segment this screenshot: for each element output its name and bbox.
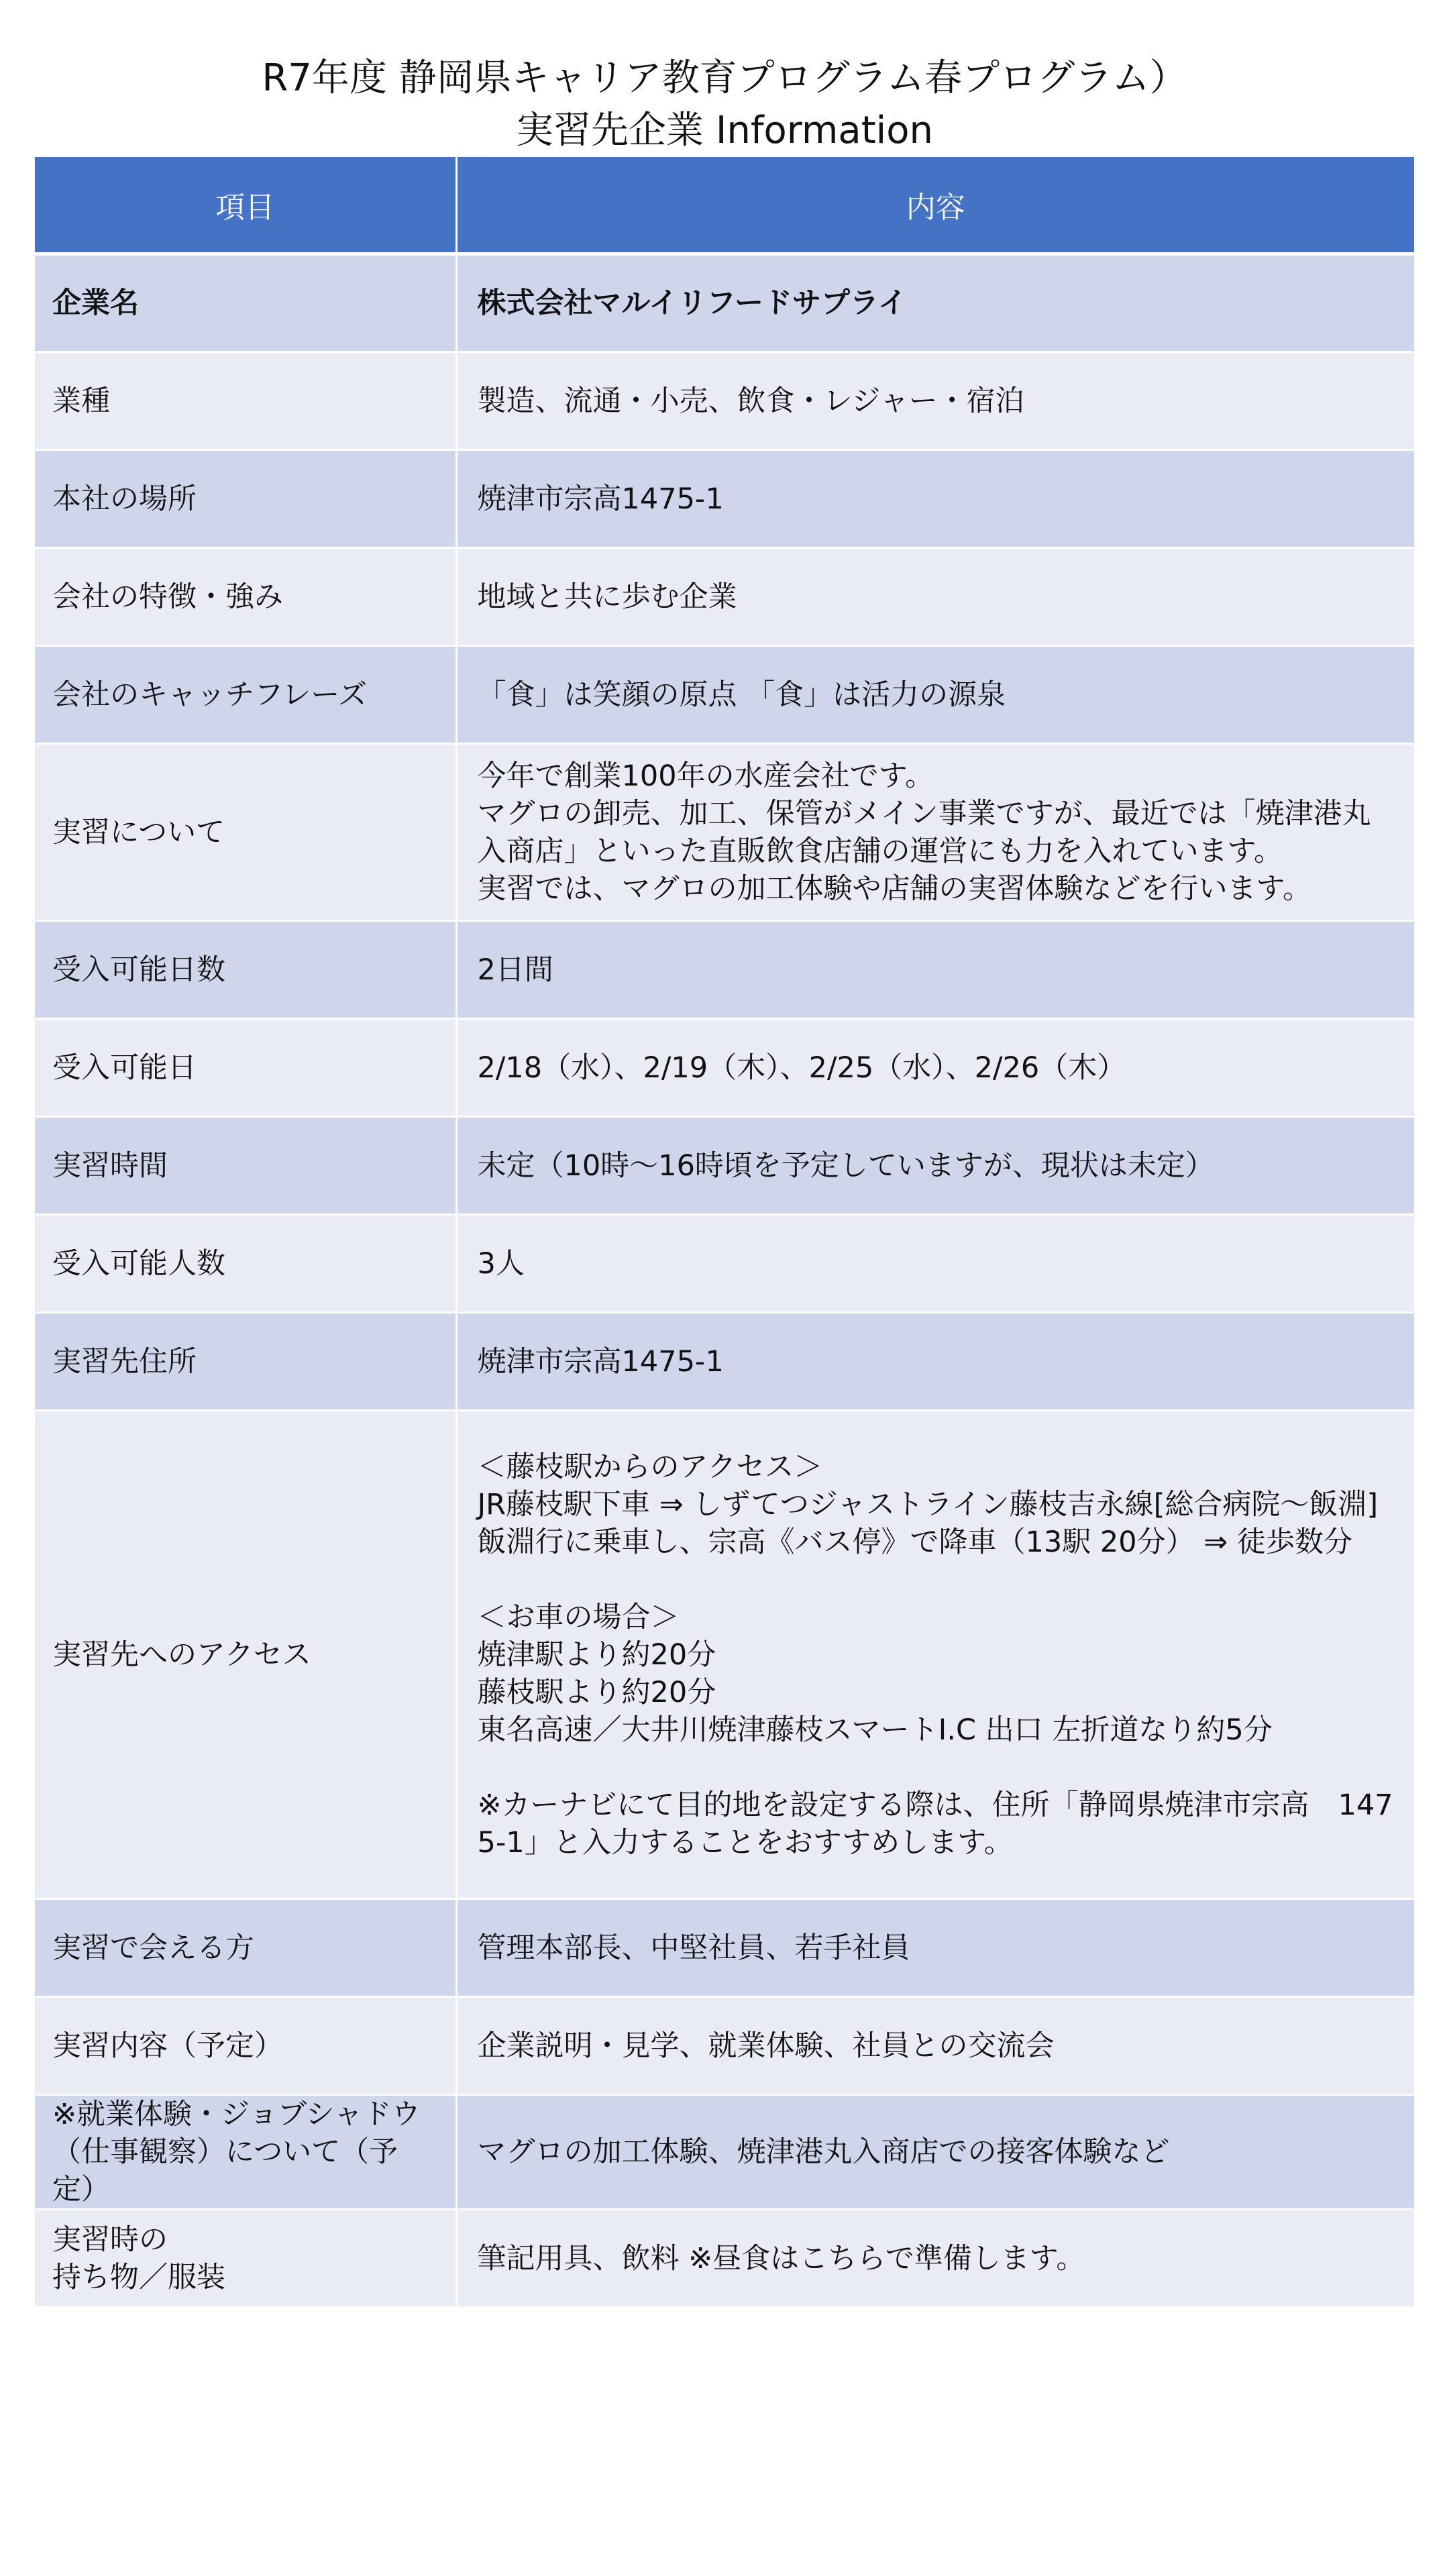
table-row-catchphrase xyxy=(35,646,1414,744)
row-value: 管理本部長、中堅社員、若手社員 xyxy=(456,1899,1414,1997)
header-item: 項目 xyxy=(35,157,456,254)
title-line-2: 実習先企業 Information xyxy=(516,109,933,152)
table-row-content xyxy=(35,1997,1414,2095)
row-label: 実習について xyxy=(35,744,456,921)
row-value: 3人 xyxy=(456,1215,1414,1313)
page-title xyxy=(0,52,1449,157)
row-value: 未定（10時～16時頃を予定していますが、現状は未定） xyxy=(456,1117,1414,1215)
row-value: 株式会社マルイリフードサプライ xyxy=(456,254,1414,352)
row-value: マグロの加工体験、焼津港丸入商店での接客体験など xyxy=(456,2095,1414,2210)
row-label: 受入可能人数 xyxy=(35,1215,456,1313)
row-value: 焼津市宗高1475-1 xyxy=(456,450,1414,548)
row-label: 実習先へのアクセス xyxy=(35,1411,456,1899)
table-row-headquarters xyxy=(35,450,1414,548)
table-row-access xyxy=(35,1411,1414,1899)
table-row-job-shadow xyxy=(35,2095,1414,2210)
row-label: 企業名 xyxy=(35,254,456,352)
table-row-features xyxy=(35,548,1414,646)
row-value: 2日間 xyxy=(456,921,1414,1019)
row-value: 地域と共に歩む企業 xyxy=(456,548,1414,646)
table-row-dates xyxy=(35,1019,1414,1117)
table-row-company-name xyxy=(35,254,1414,352)
row-label: 実習内容（予定） xyxy=(35,1997,456,2095)
row-label: 実習時間 xyxy=(35,1117,456,1215)
row-label: 受入可能日数 xyxy=(35,921,456,1019)
table-row-industry xyxy=(35,352,1414,450)
header-content: 内容 xyxy=(456,157,1414,254)
row-label: 本社の場所 xyxy=(35,450,456,548)
title-line-1: R7年度 静岡県キャリア教育プログラム春プログラム） xyxy=(262,56,1187,100)
table-row-people xyxy=(35,1899,1414,1997)
table-row-days xyxy=(35,921,1414,1019)
row-label: 実習で会える方 xyxy=(35,1899,456,1997)
table-row-belongings xyxy=(35,2210,1414,2308)
row-value: 筆記用具、飲料 ※昼食はこちらで準備します。 xyxy=(456,2210,1414,2308)
row-label: ※就業体験・ジョブシャドウ（仕事観察）について（予定） xyxy=(35,2095,456,2210)
row-label: 会社の特徴・強み xyxy=(35,548,456,646)
row-value: 焼津市宗高1475-1 xyxy=(456,1313,1414,1411)
table-row-address xyxy=(35,1313,1414,1411)
row-label: 実習時の 持ち物／服装 xyxy=(35,2210,456,2308)
table-row-hours xyxy=(35,1117,1414,1215)
row-value: 製造、流通・小売、飲食・レジャー・宿泊 xyxy=(456,352,1414,450)
row-value: ＜藤枝駅からのアクセス＞ JR藤枝駅下車 ⇒ しずてつジャストライン藤枝吉永線[総合病院～飯淵]飯淵行に乗車し、宗高《バス停》で降車（13駅 20分） ⇒ 徒歩数分 ＜お車の場合＞ 焼津駅より約20分 藤枝駅より約20分 東名高速／大井川焼津藤枝スマートI.C 出口 左折道なり約5分 ※カーナビにて目的地を設定する際は、住所「静岡県焼津市宗高 1475-1」と入力することをおすすめします。 xyxy=(456,1411,1414,1899)
row-value: 2/18（水）、2/19（木）、2/25（水）、2/26（木） xyxy=(456,1019,1414,1117)
row-value: 「食」は笑顔の原点 「食」は活力の源泉 xyxy=(456,646,1414,744)
row-label: 会社のキャッチフレーズ xyxy=(35,646,456,744)
row-label: 業種 xyxy=(35,352,456,450)
table-row-about-internship xyxy=(35,744,1414,921)
row-label: 実習先住所 xyxy=(35,1313,456,1411)
row-value: 今年で創業100年の水産会社です。 マグロの卸売、加工、保管がメイン事業ですが、最近では「焼津港丸入商店」といった直販飲食店舗の運営にも力を入れています。 実習では、マグロの加工体験や店舗の実習体験などを行います。 xyxy=(456,744,1414,921)
company-info-table xyxy=(35,157,1414,2308)
table-header-row xyxy=(35,157,1414,254)
row-value: 企業説明・見学、就業体験、社員との交流会 xyxy=(456,1997,1414,2095)
row-label: 受入可能日 xyxy=(35,1019,456,1117)
table-row-capacity xyxy=(35,1215,1414,1313)
